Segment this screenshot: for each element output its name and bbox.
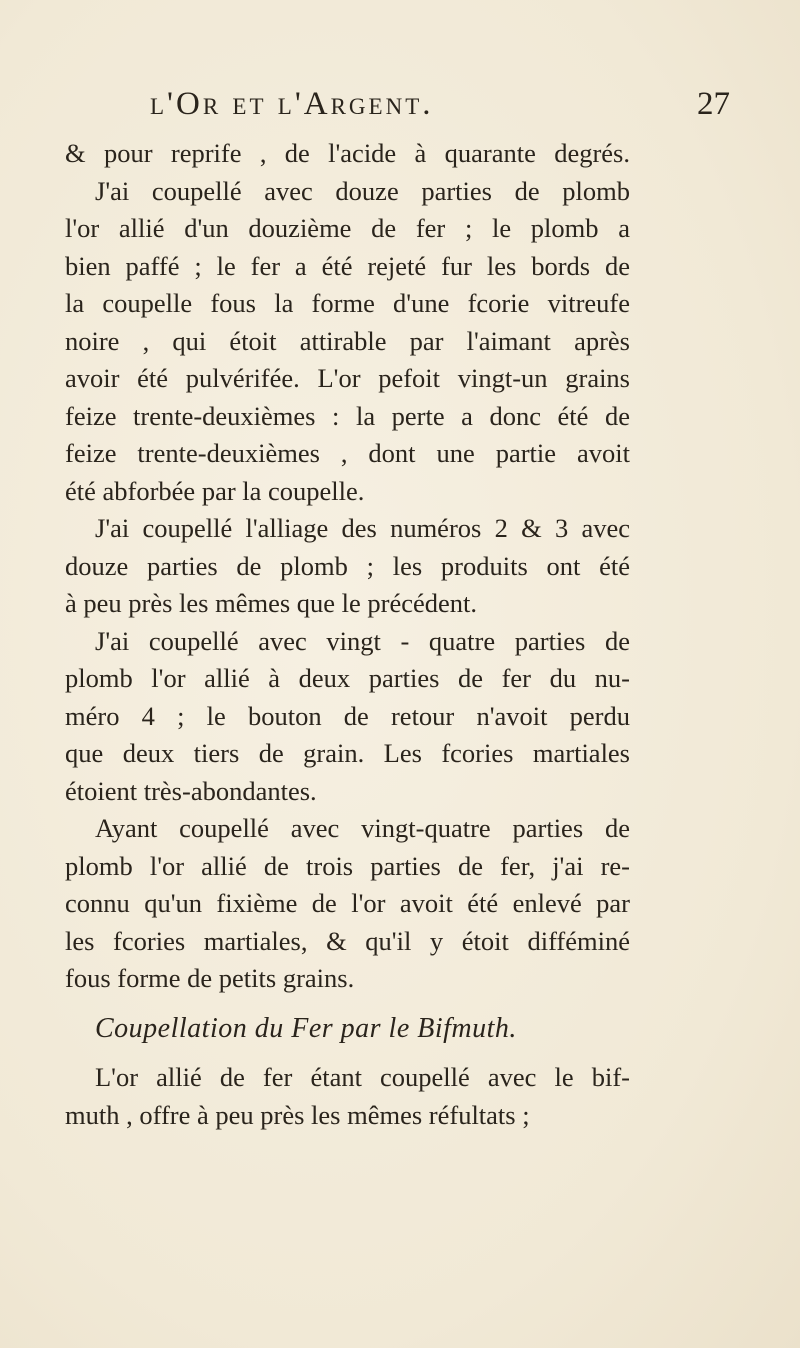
running-title: l'Or et l'Argent. bbox=[150, 86, 434, 122]
text-line: plomb l'or allié de trois parties de fer, j'ai re- bbox=[65, 850, 630, 881]
text-line: Ayant coupellé avec vingt-quatre parties de bbox=[95, 813, 630, 843]
text-line: étoient très-abondantes. bbox=[65, 775, 317, 806]
text-line: été abforbée par la coupelle. bbox=[65, 475, 365, 506]
paragraphs bbox=[65, 135, 630, 998]
paragraphs-after-heading bbox=[65, 1059, 630, 1134]
text-line: bien paffé ; le fer a été rejeté fur les bords de bbox=[65, 250, 630, 281]
text-line: méro 4 ; le bouton de retour n'avoit perdu bbox=[65, 700, 630, 731]
text-line: J'ai coupellé avec douze parties de plomb bbox=[95, 175, 630, 206]
text-line: J'ai coupellé avec vingt - quatre parties de bbox=[95, 625, 630, 656]
body-text bbox=[65, 135, 630, 1134]
text-line: plomb l'or allié à deux parties de fer du nu- bbox=[65, 663, 630, 693]
text-line: connu qu'un fixième de l'or avoit été enlevé par bbox=[65, 888, 630, 918]
page-header bbox=[150, 86, 730, 126]
text-line: L'or allié de fer étant coupellé avec le bif- bbox=[95, 1062, 630, 1092]
text-line: à peu près les mêmes que le précédent. bbox=[65, 588, 478, 618]
text-line: l'or allié d'un douzième de fer ; le plomb a bbox=[65, 213, 630, 243]
text-line: muth , offre à peu près les mêmes réfultats ; bbox=[65, 1099, 530, 1130]
text-line: douze parties de plomb ; les produits ont été bbox=[65, 550, 630, 581]
text-line: noire , qui étoit attirable par l'aimant après bbox=[65, 325, 630, 356]
text-line: J'ai coupellé l'alliage des numéros 2 & 3 avec bbox=[95, 513, 630, 543]
text-line: feize trente-deuxièmes , dont une partie avoit bbox=[65, 438, 630, 468]
page-number: 27 bbox=[697, 86, 730, 122]
text-line: les fcories martiales, & qu'il y étoit difféminé bbox=[65, 925, 630, 956]
text-line: la coupelle fous la forme d'une fcorie vitreufe bbox=[65, 288, 630, 318]
text-line: feize trente-deuxièmes : la perte a donc été de bbox=[65, 400, 630, 431]
text-line: & pour reprife , de l'acide à quarante degrés. bbox=[65, 138, 630, 168]
text-line: avoir été pulvérifée. L'or pefoit vingt-un grains bbox=[65, 363, 630, 393]
text-line: fous forme de petits grains. bbox=[65, 963, 355, 993]
section-heading: Coupellation du Fer par le Bifmuth. bbox=[95, 1012, 517, 1044]
text-line: que deux tiers de grain. Les fcories martiales bbox=[65, 738, 630, 768]
